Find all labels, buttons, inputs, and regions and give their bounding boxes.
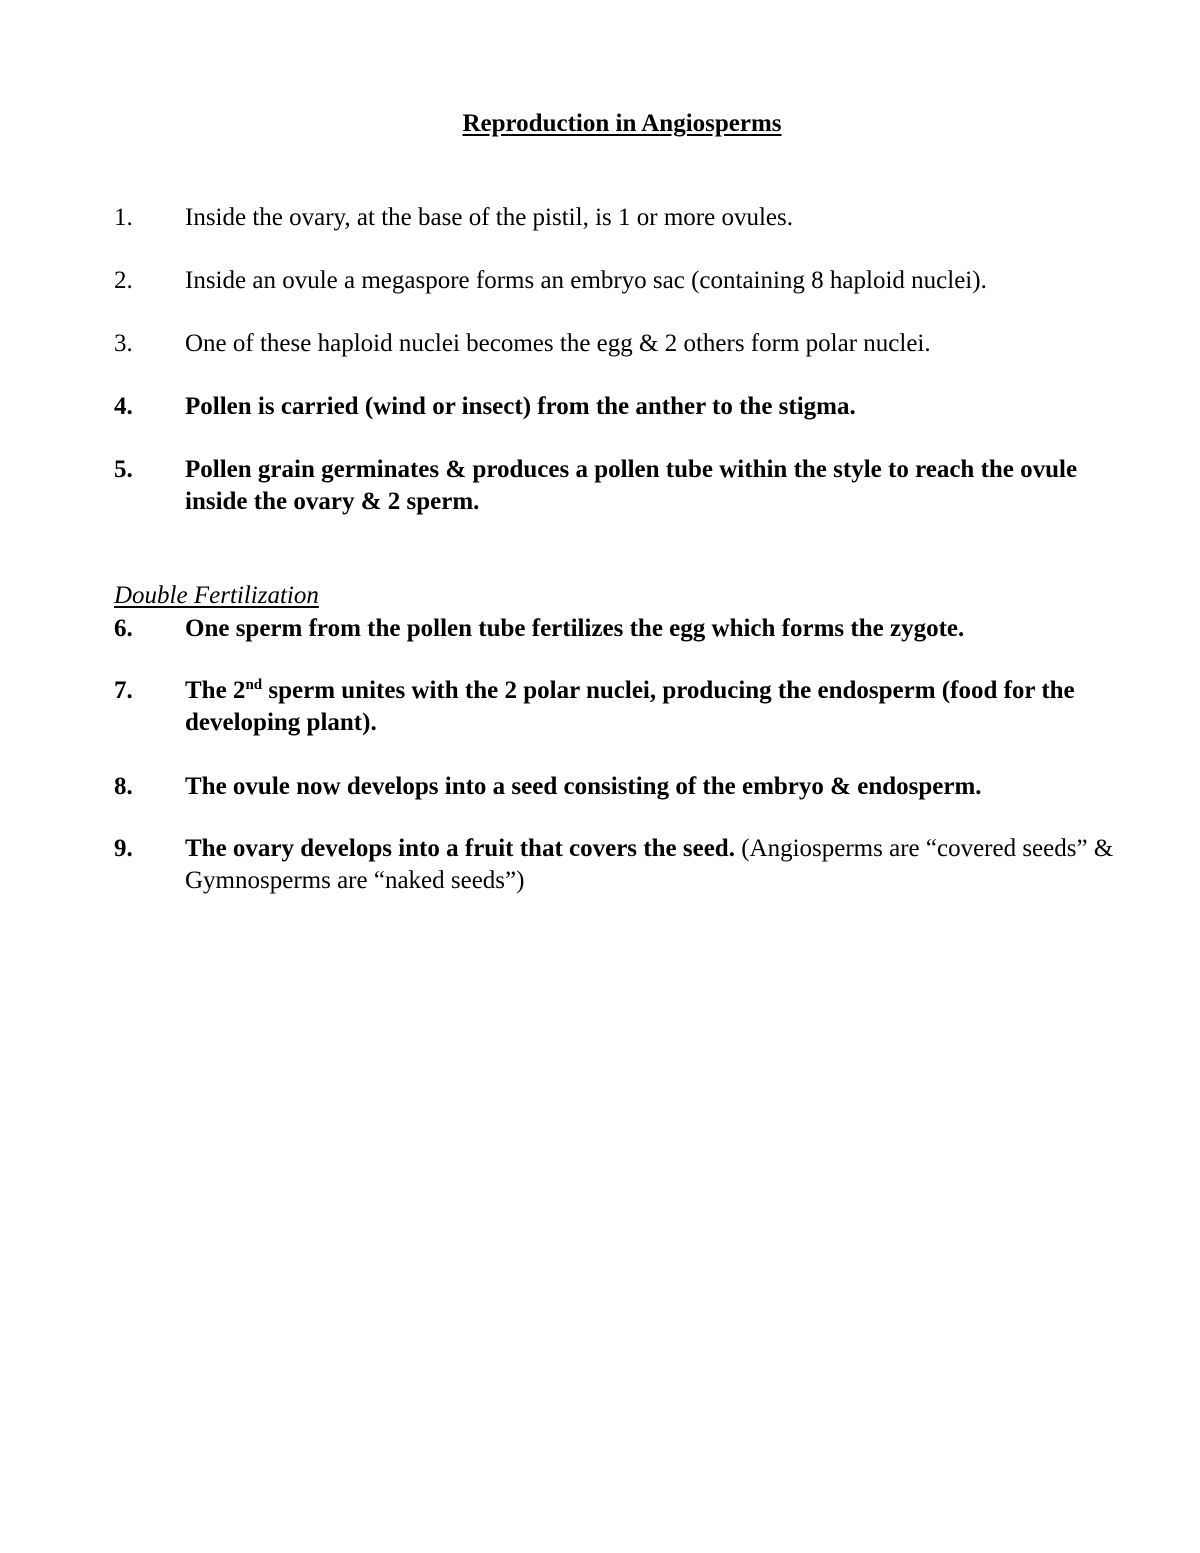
list-item-9 — [114, 833, 1124, 897]
item-number: 9. — [114, 835, 133, 862]
item-number: 6. — [114, 615, 133, 642]
item-number: 5. — [114, 456, 133, 483]
item-number: 3. — [114, 330, 133, 357]
item-number: 2. — [114, 267, 133, 294]
item-text: Inside an ovule a megaspore forms an embryo sac (containing 8 haploid nuclei). — [185, 267, 987, 294]
list-item-7 — [114, 675, 1124, 739]
item-number: 7. — [114, 677, 133, 704]
item-number: 4. — [114, 393, 133, 420]
item-text-after: sperm unites with the 2 polar nuclei, producing the endosperm (food for the developing plant). — [185, 677, 1075, 736]
item-text: Inside the ovary, at the base of the pistil, is 1 or more ovules. — [185, 204, 793, 231]
item-text-bold: The ovary develops into a fruit that covers the seed. — [185, 835, 735, 862]
item-text: One of these haploid nuclei becomes the egg & 2 others form polar nuclei. — [185, 330, 931, 357]
list-item-1 — [114, 202, 1124, 234]
item-number: 1. — [114, 204, 133, 231]
list-item-2 — [114, 265, 1124, 297]
item-text: Pollen is carried (wind or insect) from the anther to the stigma. — [185, 393, 856, 420]
item-number: 8. — [114, 773, 133, 800]
item-text — [185, 833, 1124, 897]
list-item-5 — [114, 454, 1124, 518]
list-item-4 — [114, 391, 1124, 423]
item-text-plain: (Angiosperms are “covered seeds” & Gymnosperms are “naked seeds”) — [185, 835, 1114, 894]
list-item-6 — [114, 613, 1124, 645]
list-item-8 — [114, 771, 1124, 803]
section-heading: Double Fertilization — [114, 582, 319, 609]
item-text — [185, 675, 1124, 739]
item-text-before: The 2 — [185, 677, 246, 704]
list-item-3 — [114, 328, 1124, 360]
page-title: Reproduction in Angiosperms — [462, 110, 782, 137]
item-text: One sperm from the pollen tube fertilizes the egg which forms the zygote. — [185, 615, 965, 642]
superscript: nd — [245, 677, 263, 693]
item-text: The ovule now develops into a seed consisting of the embryo & endosperm. — [185, 773, 982, 800]
item-text: Pollen grain germinates & produces a pollen tube within the style to reach the ovule inside the ovary & 2 sperm. — [185, 456, 1078, 515]
